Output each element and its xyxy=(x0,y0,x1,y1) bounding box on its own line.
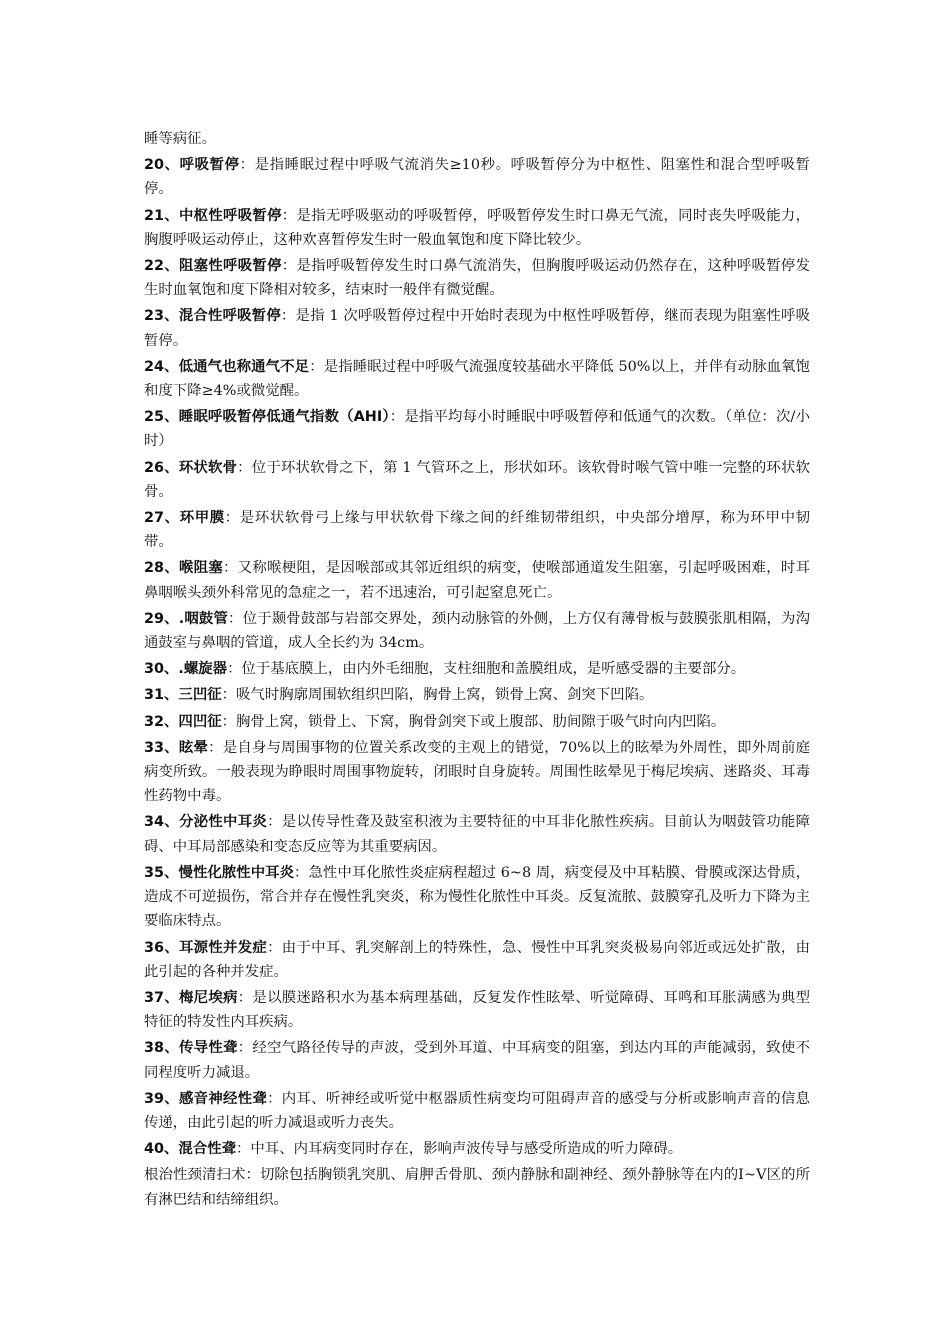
entry-separator: ： xyxy=(309,358,324,375)
entry-definition: 是指无呼吸驱动的呼吸暂停，呼吸暂停发生时口鼻无气流，同时丧失呼吸能力，胸腹呼吸运动停止，这种欢喜暂停发生时一般血氧饱和度下降比较少。 xyxy=(144,207,810,248)
entry-term: 四凹征 xyxy=(178,713,222,730)
entry-separator: ： xyxy=(267,814,282,831)
entry-term: 传导性聋 xyxy=(179,1040,238,1057)
entry-number: 36、 xyxy=(144,939,179,956)
entry-term: .咽鼓管 xyxy=(178,610,229,627)
definition-entry xyxy=(144,657,810,681)
definition-list xyxy=(144,153,810,1161)
entry-definition: 是自身与周围事物的位置关系改变的主观上的错觉，70%以上的眩晕为外周性，即外周前庭病变所致。一般表现为睁眼时周围事物旋转，闭眼时自身旋转。周围性眩晕见于梅尼埃病、迷路炎、耳毒性药物中毒。 xyxy=(144,739,810,805)
entry-term: 耳源性并发症 xyxy=(179,939,268,956)
entry-separator: ： xyxy=(236,1141,251,1158)
entry-term: 眩晕 xyxy=(178,739,209,756)
entry-definition: 是指睡眠过程中呼吸气流消失≥10秒。呼吸暂停分为中枢性、阻塞性和混合型呼吸暂停。 xyxy=(144,157,810,198)
entry-separator: ： xyxy=(239,157,255,174)
entry-definition: 中耳、内耳病变同时存在，影响声波传导与感受所造成的听力障碍。 xyxy=(250,1141,683,1158)
definition-entry xyxy=(144,810,810,858)
entry-number: 20、 xyxy=(144,157,180,174)
entry-number: 27、 xyxy=(144,510,180,527)
entry-term: 睡眠呼吸暂停低通气指数（AHI） xyxy=(178,409,390,426)
entry-number: 35、 xyxy=(144,864,179,881)
entry-term: 呼吸暂停 xyxy=(179,157,240,174)
entry-term: 环甲膜 xyxy=(179,510,225,527)
entry-definition: 位于环状软骨之下，第 1 气管环之上，形状如环。该软骨时喉气管中唯一完整的环状软骨。 xyxy=(144,459,810,500)
entry-separator: ： xyxy=(237,1040,253,1057)
entry-term: .螺旋器 xyxy=(178,661,228,678)
entry-number: 29、 xyxy=(144,610,179,627)
entry-separator: ： xyxy=(294,864,309,881)
entry-number: 25、 xyxy=(144,409,179,426)
entry-separator: ： xyxy=(237,989,253,1006)
definition-entry xyxy=(144,556,810,604)
entry-term: 梅尼埃病 xyxy=(179,989,238,1006)
entry-definition: 位于颞骨鼓部与岩部交界处，颈内动脉管的外侧，上方仅有薄骨板与鼓膜张肌相隔，为沟通鼓室与鼻咽的管道，成人全长约为 34cm。 xyxy=(144,610,810,652)
entry-definition: 是以膜迷路积水为基本病理基础，反复发作性眩晕、听觉障碍、耳鸣和耳胀满感为典型特征的特发性内耳疾病。 xyxy=(144,989,810,1031)
entry-definition: 由于中耳、乳突解剖上的特殊性，急、慢性中耳乳突炎极易向邻近或远处扩散，由此引起的各种并发症。 xyxy=(144,939,810,980)
entry-number: 34、 xyxy=(144,814,179,831)
definition-entry xyxy=(144,405,810,453)
entry-number: 39、 xyxy=(144,1090,179,1107)
continuation-text: 睡等病征。 xyxy=(144,131,216,147)
entry-term: 阻塞性呼吸暂停 xyxy=(179,258,282,275)
definition-entry xyxy=(144,607,810,655)
entry-separator: ： xyxy=(224,510,240,527)
entry-number: 24、 xyxy=(144,358,179,375)
entry-definition: 是环状软骨弓上缘与甲状软骨下缘之间的纤维韧带组织，中央部分增厚，称为环甲中韧带。 xyxy=(144,510,810,551)
entry-separator: ： xyxy=(221,713,237,730)
definition-entry xyxy=(144,506,810,554)
entry-separator: ： xyxy=(227,661,242,678)
entry-definition: 内耳、听神经或听觉中枢器质性病变均可阻碍声音的感受与分析或影响声音的信息传递，由此引起的听力减退或听力丧失。 xyxy=(144,1090,810,1131)
entry-number: 38、 xyxy=(144,1040,179,1057)
definition-entry xyxy=(144,861,810,934)
entry-definition: 位于基底膜上，由内外毛细胞，支柱细胞和盖膜组成，是听感受器的主要部分。 xyxy=(241,661,746,678)
entry-number: 31、 xyxy=(144,687,179,704)
entry-definition: 吸气时胸廓周围软组织凹陷，胸骨上窝，锁骨上窝、剑突下凹陷。 xyxy=(236,687,654,704)
entry-separator: ： xyxy=(267,939,282,956)
entry-separator: ： xyxy=(208,739,223,756)
entry-term: 环状软骨 xyxy=(178,459,238,476)
entry-definition: 是以传导性聋及鼓室积液为主要特征的中耳非化脓性疾病。目前认为咽鼓管功能障碍、中耳局部感染和变态反应等为其重要病因。 xyxy=(144,814,810,855)
entry-separator: ： xyxy=(389,409,405,426)
definition-entry xyxy=(144,304,810,352)
entry-number: 30、 xyxy=(144,661,179,678)
definition-entry xyxy=(144,736,810,809)
definition-entry xyxy=(144,683,810,707)
entry-separator: ： xyxy=(280,308,296,325)
entry-number: 21、 xyxy=(144,207,179,224)
entry-term: 三凹征 xyxy=(178,687,222,704)
definition-entry xyxy=(144,456,810,504)
entry-number: 40、 xyxy=(144,1141,179,1158)
entry-term: 低通气也称通气不足 xyxy=(178,358,310,375)
definition-entry xyxy=(144,204,810,252)
entry-number: 32、 xyxy=(144,713,179,730)
definition-entry xyxy=(144,1137,810,1161)
entry-separator: ： xyxy=(223,560,238,577)
definition-entry xyxy=(144,254,810,302)
entry-number: 33、 xyxy=(144,739,179,756)
definition-entry xyxy=(144,355,810,403)
entry-term: 混合性聋 xyxy=(178,1141,236,1158)
entry-separator: ： xyxy=(228,610,243,627)
entry-term: 喉阻塞 xyxy=(179,560,224,577)
entry-definition: 经空气路径传导的声波，受到外耳道、中耳病变的阻塞，到达内耳的声能减弱，致使不同程度听力减退。 xyxy=(144,1040,810,1081)
entry-separator: ： xyxy=(221,687,237,704)
entry-separator: ： xyxy=(281,258,297,275)
final-paragraph: 根治性颈清扫术：切除包括胸锁乳突肌、肩胛舌骨肌、颈内静脉和副神经、颈外静脉等在内的Ⅰ~Ⅴ区的所有淋巴结和结缔组织。 xyxy=(144,1167,810,1208)
entry-definition: 胸骨上窝，锁骨上、下窝，胸骨剑突下或上腹部、肋间隙于吸气时向内凹陷。 xyxy=(236,713,726,730)
definition-entry xyxy=(144,710,810,734)
entry-definition: 又称喉梗阻，是因喉部或其邻近组织的病变，使喉部通道发生阻塞，引起呼吸困难，时耳鼻咽喉头颈外科常见的急症之一，若不迅速治，可引起窒息死亡。 xyxy=(144,560,810,601)
document-page xyxy=(144,127,810,1214)
entry-term: 中枢性呼吸暂停 xyxy=(179,207,282,224)
entry-number: 37、 xyxy=(144,989,179,1006)
entry-number: 23、 xyxy=(144,308,179,325)
entry-definition: 急性中耳化脓性炎症病程超过 6~8 周，病变侵及中耳粘膜、骨膜或深达骨质，造成不可逆损伤，常合并存在慢性乳突炎，称为慢性化脓性中耳炎。反复流脓、鼓膜穿孔及听力下降为主要临床特点。 xyxy=(144,864,810,930)
entry-number: 22、 xyxy=(144,258,179,275)
entry-term: 感音神经性聋 xyxy=(179,1090,268,1107)
entry-term: 慢性化脓性中耳炎 xyxy=(178,864,295,881)
entry-definition: 是指呼吸暂停发生时口鼻气流消失，但胸腹呼吸运动仍然存在，这种呼吸暂停发生时血氧饱和度下降相对较多，结束时一般伴有微觉醒。 xyxy=(144,258,810,299)
entry-definition: 是指 1 次呼吸暂停过程中开始时表现为中枢性呼吸暂停，继而表现为阻塞性呼吸暂停。 xyxy=(144,308,810,349)
entry-definition: 是指睡眠过程中呼吸气流强度较基础水平降低 50%以上，并伴有动脉血氧饱和度下降≥4%或微觉醒。 xyxy=(144,358,811,400)
entry-separator: ： xyxy=(267,1090,282,1107)
definition-entry xyxy=(144,936,810,984)
entry-term: 混合性呼吸暂停 xyxy=(178,308,281,325)
entry-term: 分泌性中耳炎 xyxy=(179,814,268,831)
definition-entry xyxy=(144,153,810,201)
entry-separator: ： xyxy=(237,459,252,476)
entry-definition: 是指平均每小时睡眠中呼吸暂停和低通气的次数。（单位：次/小时） xyxy=(144,409,810,450)
definition-entry xyxy=(144,1036,810,1084)
definition-entry xyxy=(144,986,810,1034)
entry-number: 26、 xyxy=(144,459,179,476)
entry-separator: ： xyxy=(281,207,297,224)
entry-number: 28、 xyxy=(144,560,179,577)
definition-entry xyxy=(144,1087,810,1135)
